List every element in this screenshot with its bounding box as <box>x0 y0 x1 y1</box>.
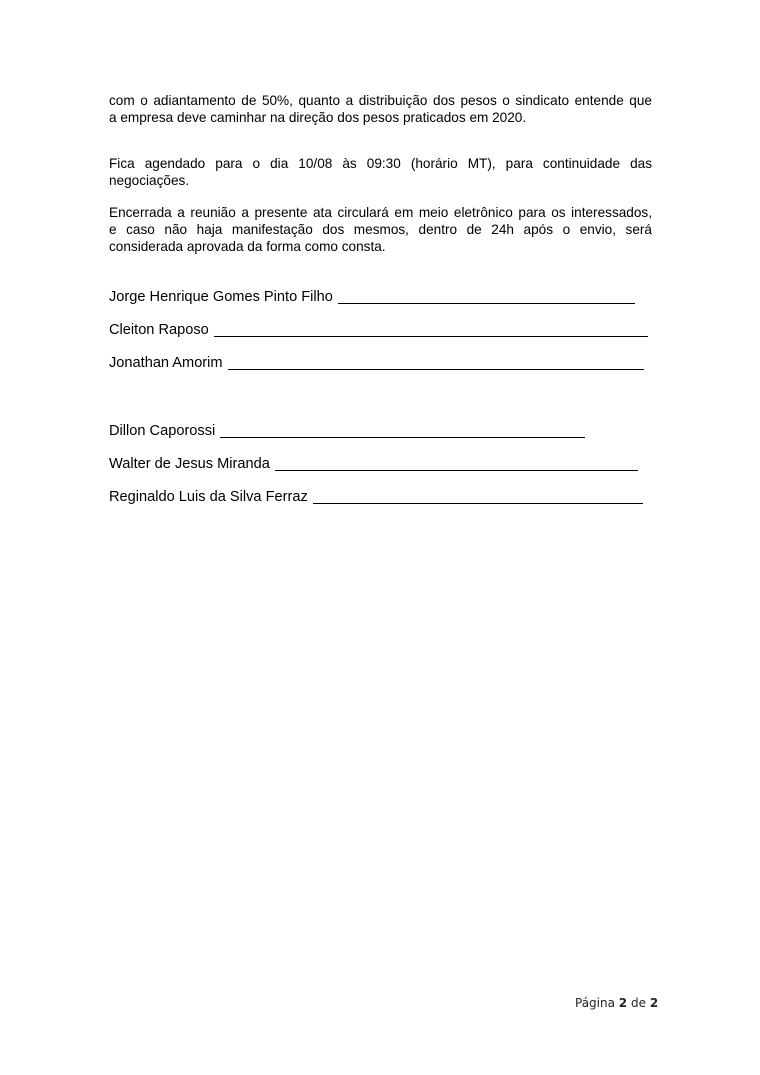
paragraph-line: Encerrada a reunião a presente ata circulará em meio eletrônico para os interessados, <box>109 205 652 220</box>
page-total: 2 <box>649 996 659 1010</box>
signature-line <box>220 421 585 438</box>
signatory-name: Walter de Jesus Miranda <box>109 456 270 472</box>
signatory-name: Dillon Caporossi <box>109 423 216 439</box>
paragraph-line: e caso não haja manifestação dos mesmos, dentro de 24h após o envio, será <box>109 222 652 237</box>
paragraph-line: a empresa deve caminhar na direção dos pesos praticados em 2020. <box>109 110 527 125</box>
page-label: Página <box>575 996 615 1010</box>
page-separator: de <box>630 996 646 1010</box>
signature-row <box>109 451 638 473</box>
signatory-name: Reginaldo Luis da Silva Ferraz <box>109 489 308 505</box>
signatory-name: Jorge Henrique Gomes Pinto Filho <box>109 289 333 305</box>
page-current: 2 <box>618 996 628 1010</box>
signature-row <box>109 284 635 306</box>
signature-line <box>228 353 644 370</box>
paragraph-advance <box>109 92 652 126</box>
paragraph-schedule <box>109 155 652 189</box>
signature-row <box>109 418 585 440</box>
paragraph-line: Fica agendado para o dia 10/08 às 09:30 (horário MT), para continuidade das <box>109 156 652 171</box>
signature-row <box>109 350 644 372</box>
paragraph-line: negociações. <box>109 173 190 188</box>
signature-row <box>109 484 643 506</box>
page-number <box>575 996 658 1010</box>
signatory-name: Jonathan Amorim <box>109 355 223 371</box>
signature-line <box>214 320 648 337</box>
paragraph-line: considerada aprovada da forma como consta. <box>109 239 386 254</box>
signature-row <box>109 317 648 339</box>
signature-line <box>275 454 638 471</box>
signature-line <box>338 287 635 304</box>
signature-line <box>313 487 643 504</box>
signatory-name: Cleiton Raposo <box>109 322 209 338</box>
paragraph-line: com o adiantamento de 50%, quanto a distribuição dos pesos o sindicato entende que <box>109 93 652 108</box>
paragraph-closing <box>109 204 652 255</box>
